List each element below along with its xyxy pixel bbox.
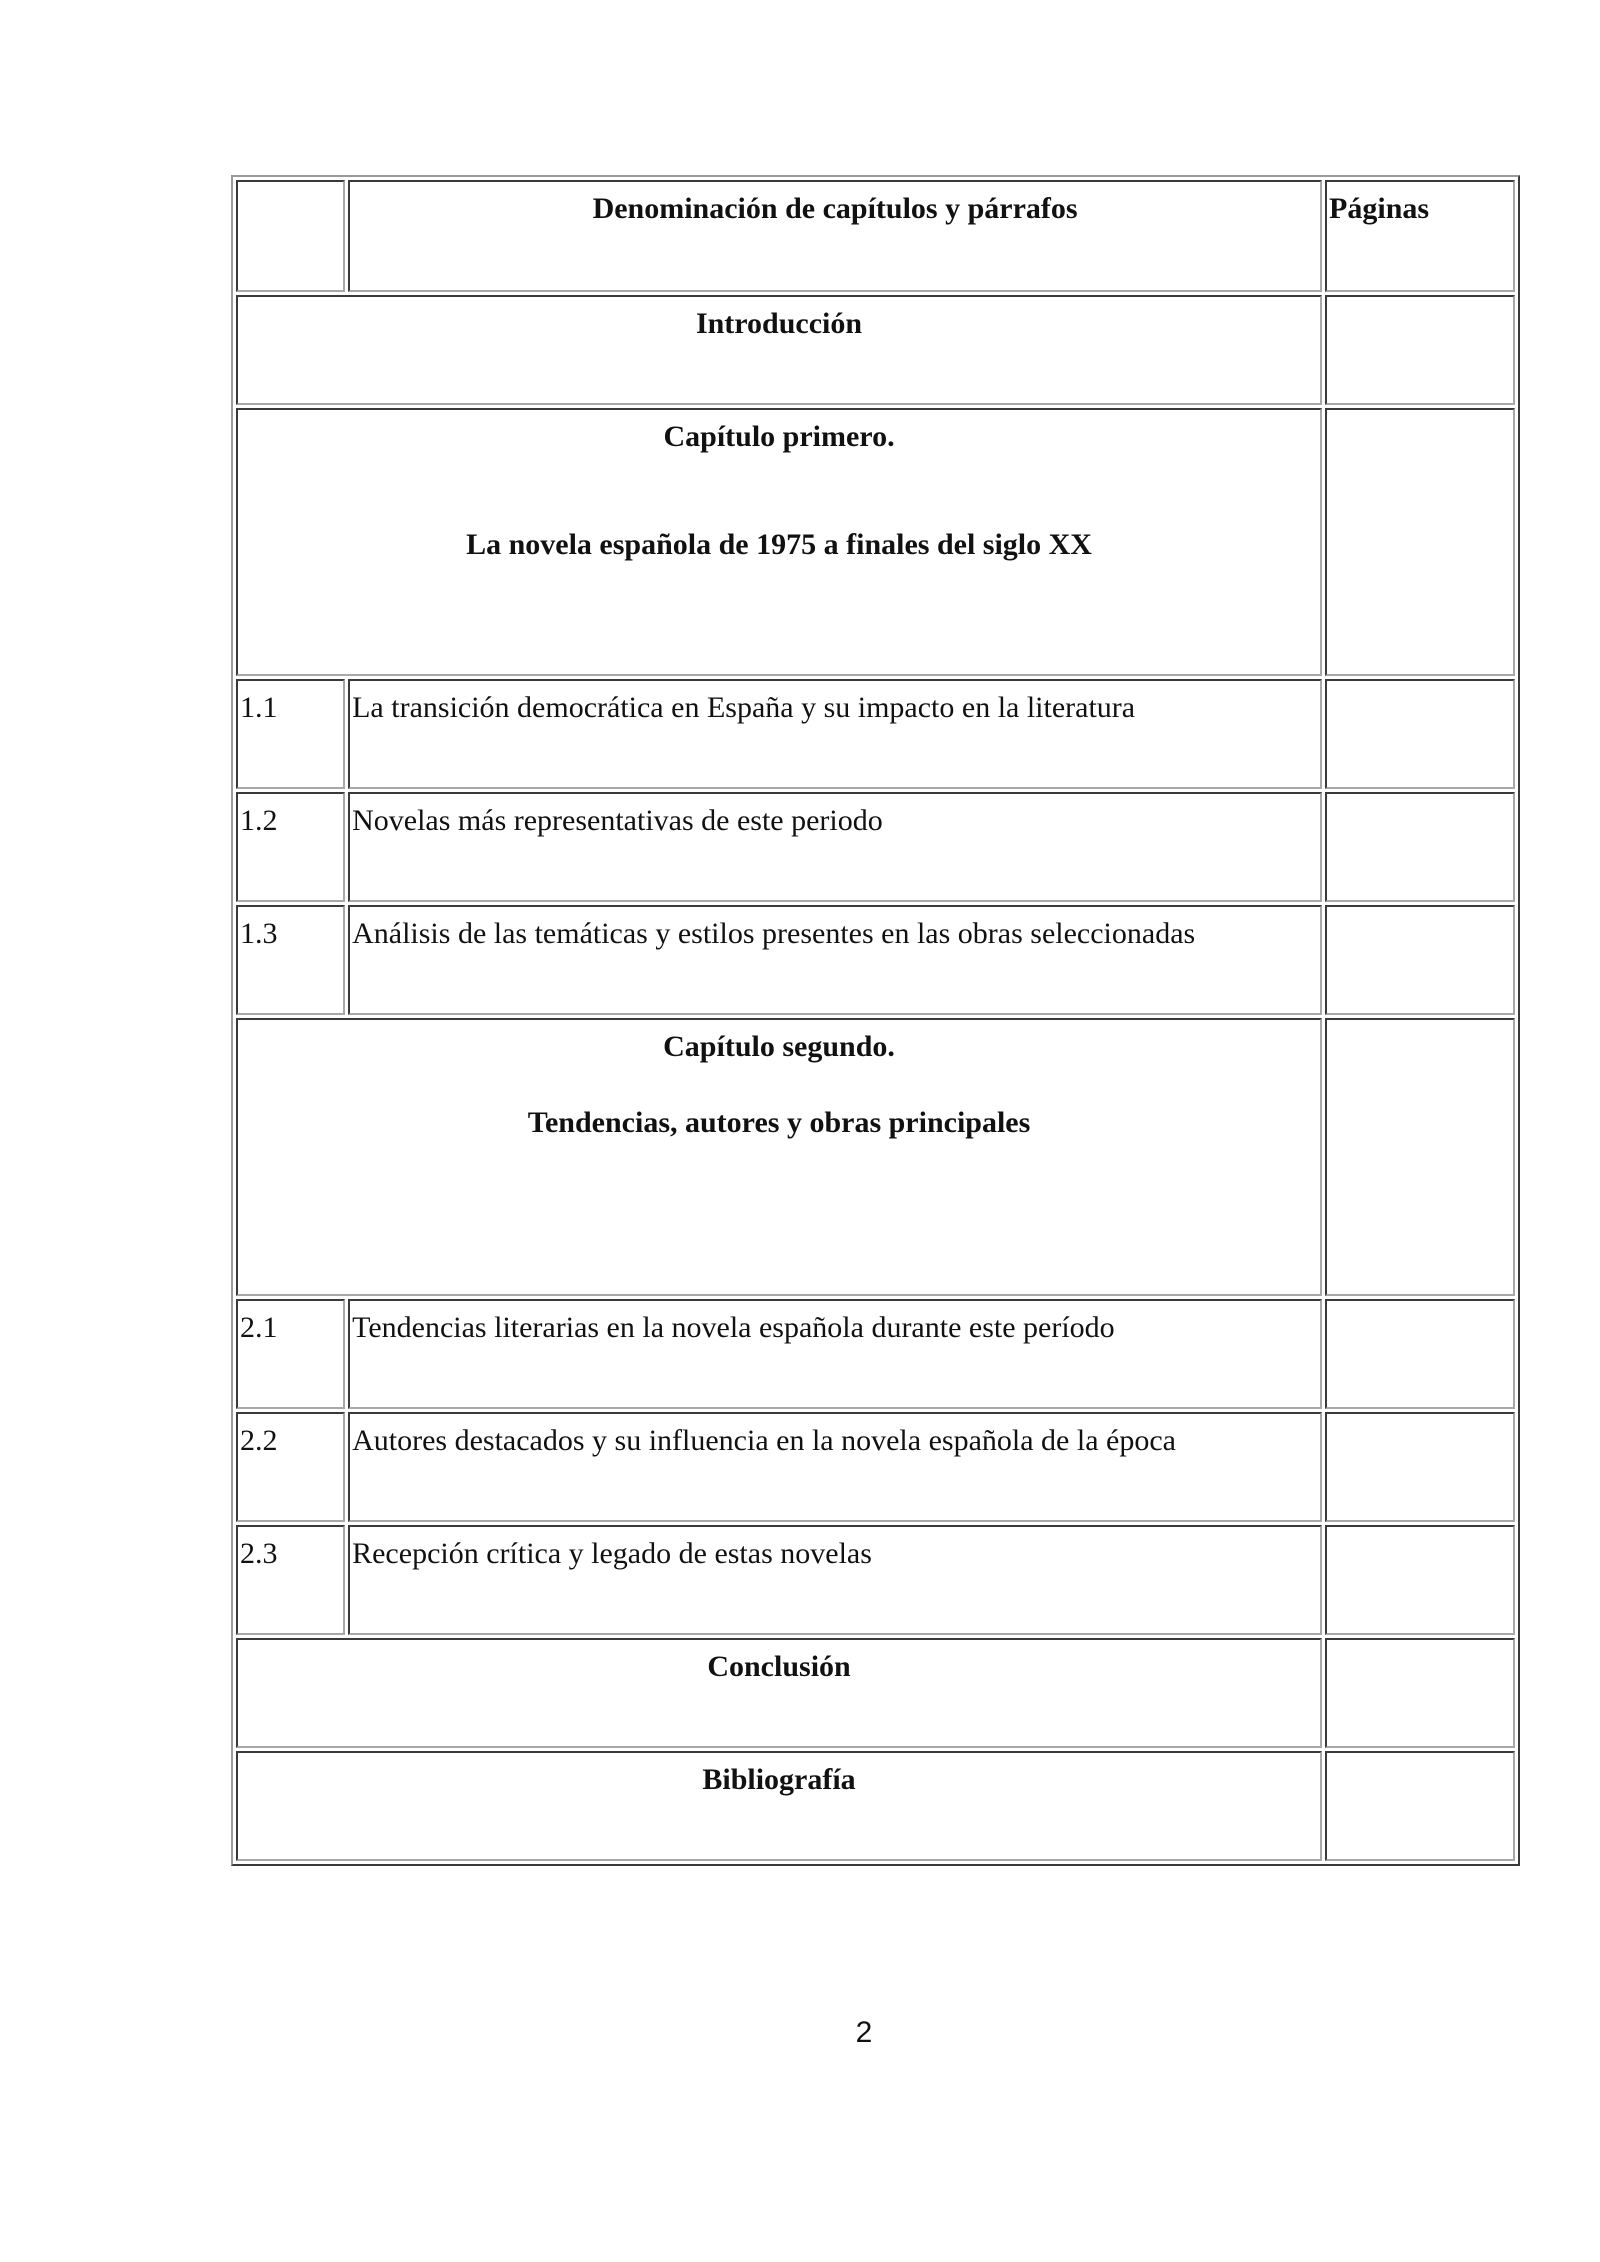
page-cell (1325, 792, 1515, 902)
section-row-bibliografia (236, 1751, 1515, 1861)
page-cell (1325, 1412, 1515, 1522)
chapter-title: Tendencias, autores y obras principales (527, 1105, 1031, 1139)
chapter-title: La novela española de 1975 a finales del siglo XX (466, 527, 1092, 561)
section-row-introduccion (236, 295, 1515, 405)
item-title-cell (348, 1525, 1322, 1635)
item-number: 1.1 (240, 691, 278, 724)
section-title: Conclusión (707, 1650, 851, 1683)
page-cell (1325, 1018, 1515, 1296)
header-pages: Páginas (1329, 192, 1430, 225)
item-title-cell (348, 1299, 1322, 1409)
section-title: Introducción (695, 307, 863, 340)
header-number-cell (236, 180, 345, 292)
item-title: La transición democrática en España y su impacto en la literatura (352, 691, 1136, 724)
item-number-cell (236, 679, 345, 789)
item-title: Tendencias literarias en la novela española durante este período (352, 1311, 1115, 1344)
page-cell (1325, 905, 1515, 1015)
page-cell (1325, 1751, 1515, 1861)
table-of-contents (231, 175, 1520, 1866)
page-cell (1325, 1638, 1515, 1748)
page-cell (1325, 679, 1515, 789)
item-number: 2.3 (240, 1537, 278, 1570)
section-row-conclusion (236, 1638, 1515, 1748)
item-number-cell (236, 1412, 345, 1522)
item-number-cell (236, 1525, 345, 1635)
table-row (236, 905, 1515, 1015)
page-cell (1325, 1299, 1515, 1409)
chapter-row-2 (236, 1018, 1515, 1296)
item-title: Autores destacados y su influencia en la novela española de la época (352, 1424, 1176, 1457)
header-title: Denominación de capítulos y párrafos (592, 192, 1078, 225)
item-title-cell (348, 905, 1322, 1015)
page-cell (1325, 295, 1515, 405)
table-row (236, 1299, 1515, 1409)
section-title-cell (236, 1638, 1322, 1748)
item-number: 2.2 (240, 1424, 278, 1457)
table-row (236, 1525, 1515, 1635)
page-number: 2 (855, 2016, 873, 2049)
item-number: 1.2 (240, 804, 278, 837)
item-number: 2.1 (240, 1311, 278, 1344)
table-row (236, 679, 1515, 789)
page-cell (1325, 408, 1515, 676)
item-number-cell (236, 905, 345, 1015)
chapter-title-cell (236, 408, 1322, 676)
item-title: Recepción crítica y legado de estas novelas (352, 1537, 872, 1570)
chapter-row-1 (236, 408, 1515, 676)
table-header-row (236, 180, 1515, 292)
chapter-title-cell (236, 1018, 1322, 1296)
header-title-cell (348, 180, 1322, 292)
section-title-cell (236, 295, 1322, 405)
item-title-cell (348, 1412, 1322, 1522)
item-number-cell (236, 1299, 345, 1409)
item-number: 1.3 (240, 917, 278, 950)
chapter-label: Capítulo segundo. (663, 1030, 895, 1063)
page-cell (1325, 1525, 1515, 1635)
table-row (236, 1412, 1515, 1522)
chapter-label: Capítulo primero. (663, 420, 895, 453)
item-title-cell (348, 679, 1322, 789)
section-title-cell (236, 1751, 1322, 1861)
section-title: Bibliografía (702, 1763, 856, 1796)
item-title-cell (348, 792, 1322, 902)
item-title: Novelas más representativas de este periodo (352, 804, 883, 837)
header-pages-cell (1325, 180, 1515, 292)
item-number-cell (236, 792, 345, 902)
item-title: Análisis de las temáticas y estilos presentes en las obras seleccionadas (352, 917, 1196, 950)
table-row (236, 792, 1515, 902)
